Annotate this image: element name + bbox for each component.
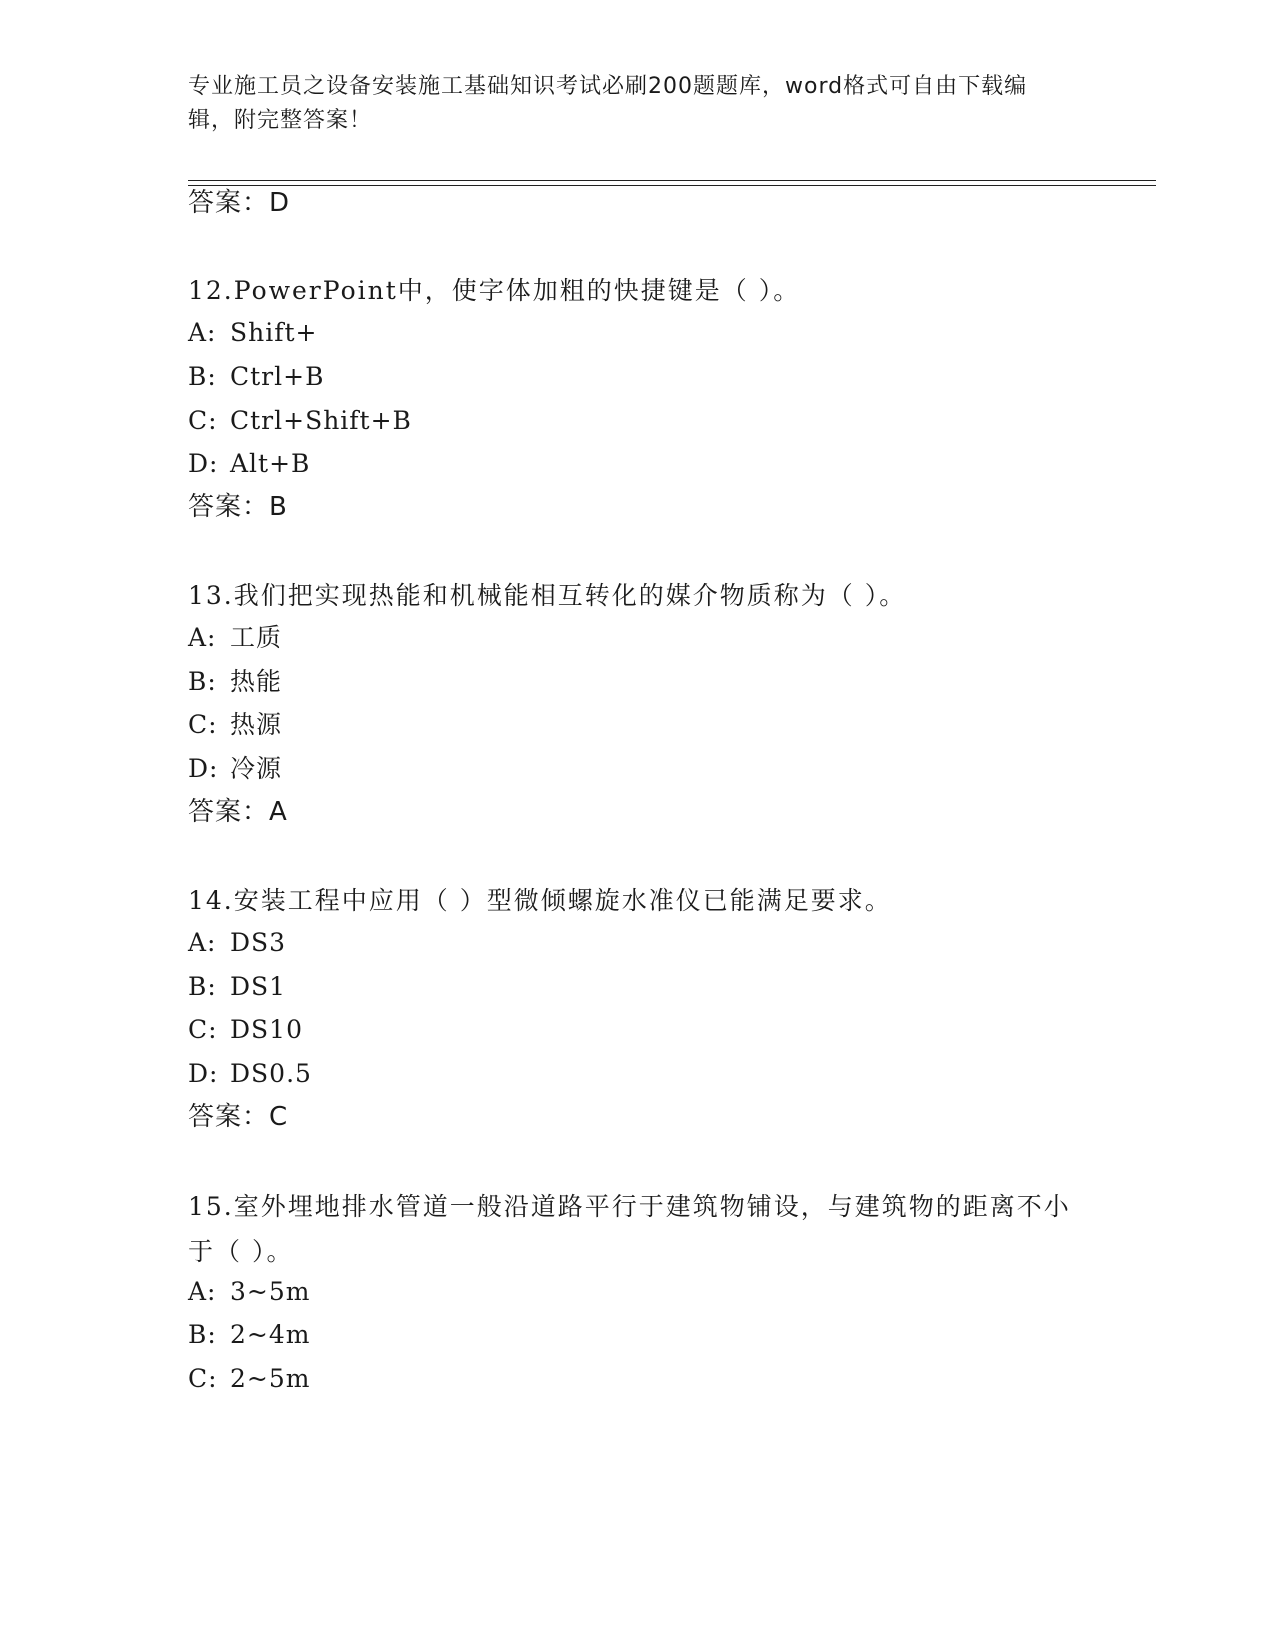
option-letter: C: xyxy=(188,406,218,435)
answer-12: 答案：B xyxy=(188,492,288,522)
option-letter: A: xyxy=(188,318,217,347)
question-12-stem: 12.PowerPoint中，使字体加粗的快捷键是（ ）。 xyxy=(188,276,801,305)
option-letter: B: xyxy=(188,1320,217,1349)
question-12-option-b xyxy=(188,360,324,394)
question-13-option-b xyxy=(188,665,282,699)
question-15-option-a xyxy=(188,1275,310,1309)
question-12-option-a xyxy=(188,316,317,350)
option-text: Ctrl+B xyxy=(230,362,325,391)
option-text: DS3 xyxy=(230,928,287,957)
document-header: 专业施工员之设备安装施工基础知识考试必刷200题题库，word格式可自由下载编辑，附完整答案！ xyxy=(188,74,1028,133)
option-letter: B: xyxy=(188,362,217,391)
option-text: Alt+B xyxy=(230,449,311,478)
option-text: 热能 xyxy=(230,667,283,696)
question-12-option-d xyxy=(188,447,310,481)
option-letter: D: xyxy=(188,754,219,783)
option-text: DS1 xyxy=(230,972,287,1001)
question-13-stem: 13.我们把实现热能和机械能相互转化的媒介物质称为（ ）。 xyxy=(188,581,907,610)
option-text: 2~4m xyxy=(230,1320,311,1349)
option-text: 2~5m xyxy=(230,1364,311,1393)
option-letter: A: xyxy=(188,1277,217,1306)
header-rule-top xyxy=(188,180,1156,181)
option-text: 3~5m xyxy=(230,1277,311,1306)
option-text: 热源 xyxy=(230,710,283,739)
option-text: DS10 xyxy=(230,1015,303,1044)
option-letter: D: xyxy=(188,449,219,478)
header-rule-bottom xyxy=(188,185,1156,186)
option-text: Ctrl+Shift+B xyxy=(230,406,412,435)
option-text: Shift+ xyxy=(230,318,318,347)
question-13-option-a xyxy=(188,621,282,655)
option-letter: C: xyxy=(188,1364,218,1393)
question-14-stem: 14.安装工程中应用（ ）型微倾螺旋水准仪已能满足要求。 xyxy=(188,886,892,915)
option-text: DS0.5 xyxy=(230,1059,312,1088)
question-14-option-c xyxy=(188,1013,303,1047)
question-13-option-d xyxy=(188,752,282,786)
question-13-option-c xyxy=(188,708,282,742)
option-letter: A: xyxy=(188,623,217,652)
question-15-stem: 15.室外埋地排水管道一般沿道路平行于建筑物铺设，与建筑物的距离不小于（ ）。 xyxy=(188,1192,1071,1266)
option-letter: B: xyxy=(188,667,217,696)
option-letter: D: xyxy=(188,1059,219,1088)
option-letter: B: xyxy=(188,972,217,1001)
option-letter: C: xyxy=(188,710,218,739)
question-15-option-b xyxy=(188,1318,310,1352)
question-12-option-c xyxy=(188,404,412,438)
option-text: 冷源 xyxy=(230,754,283,783)
option-text: 工质 xyxy=(230,623,283,652)
question-14-option-b xyxy=(188,970,286,1004)
question-14-option-a xyxy=(188,926,286,960)
answer-11: 答案：D xyxy=(188,188,291,218)
answer-13: 答案：A xyxy=(188,797,288,827)
question-14-option-d xyxy=(188,1057,312,1091)
question-15-option-c xyxy=(188,1362,310,1396)
answer-14: 答案：C xyxy=(188,1102,289,1132)
option-letter: A: xyxy=(188,928,217,957)
option-letter: C: xyxy=(188,1015,218,1044)
